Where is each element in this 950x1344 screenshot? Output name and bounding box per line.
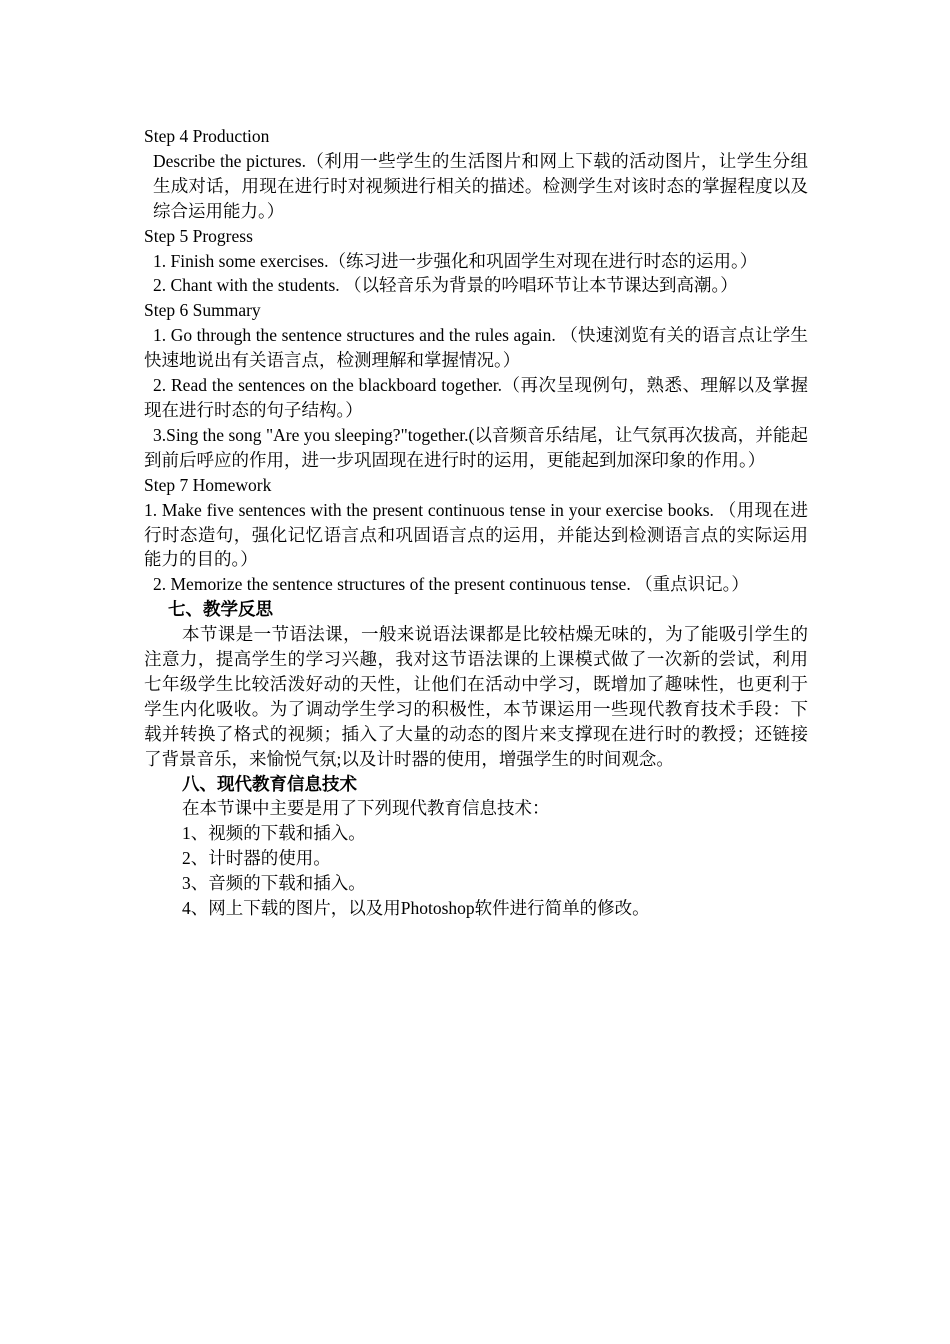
step5-item-1: 1. Finish some exercises.（练习进一步强化和巩固学生对现在进行时态的运用。）: [153, 250, 758, 271]
step5-item-2: 2. Chant with the students. （以轻音乐为背景的吟唱环节让本节课达到高潮。）: [153, 275, 738, 296]
document-page: [144, 124, 808, 921]
section7-heading: 七、教学反思: [168, 599, 273, 620]
step6-item-2: [144, 373, 808, 423]
section8-item-2: 2、计时器的使用。: [182, 848, 331, 869]
step6-item-3: [144, 423, 808, 473]
step6-item-3-text: 3.Sing the song "Are you sleeping?"together.(以音频音乐结尾，让气氛再次拔高，并能起到前后呼应的作用，进一步巩固现在进行时的运用，更能起到加深印象的作用。）: [144, 424, 808, 470]
step6-item-1: [144, 323, 808, 373]
step7-item-2: 2. Memorize the sentence structures of the present continuous tense. （重点识记。）: [153, 574, 749, 595]
section8-item-3: 3、音频的下载和插入。: [182, 873, 366, 894]
section8-intro: 在本节课中主要是用了下列现代教育信息技术：: [182, 798, 550, 819]
step4-text: Describe the pictures.（利用一些学生的生活图片和网上下载的活动图片，让学生分组生成对话，用现在进行时对视频进行相关的描述。检测学生对该时态的掌握程度以及综合运用能力。）: [153, 150, 808, 221]
step4-title: Step 4 Production: [144, 126, 270, 146]
step7-item-1: 1. Make five sentences with the present continuous tense in your exercise books. （用现在进行时态造句，强化记忆语言点和巩固语言点的运用，并能达到检测语言点的实际运用能力的目的。）: [144, 499, 808, 570]
section7-paragraph: 本节课是一节语法课，一般来说语法课都是比较枯燥无味的，为了能吸引学生的注意力，提高学生的学习兴趣，我对这节语法课的上课模式做了一次新的尝试，利用七年级学生比较活泼好动的天性，让他们在活动中学习，既增加了趣味性，也更利于学生内化吸收。为了调动学生学习的积极性，本节课运用一些现代教育技术手段：下载并转换了格式的视频；插入了大量的动态的图片来支撑现在进行时的教授；还链接了背景音乐，来愉悦气氛;以及计时器的使用，增强学生的时间观念。: [144, 624, 808, 769]
section8-item-4: 4、网上下载的图片，以及用Photoshop软件进行简单的修改。: [182, 898, 650, 919]
step5-title: Step 5 Progress: [144, 225, 253, 246]
section8-item-1: 1、视频的下载和插入。: [182, 823, 366, 844]
step6-item-2-text: 2. Read the sentences on the blackboard together.（再次呈现例句，熟悉、理解以及掌握现在进行时态的句子结构。）: [144, 375, 808, 420]
step6-item-1-text: 1. Go through the sentence structures and the rules again. （快速浏览有关的语言点让学生快速地说出有关语言点，检测理解和掌握情况。）: [144, 325, 808, 371]
step7-title: Step 7 Homework: [144, 474, 272, 495]
section8-heading: 八、现代教育信息技术: [182, 773, 357, 794]
step6-title: Step 6 Summary: [144, 300, 261, 321]
